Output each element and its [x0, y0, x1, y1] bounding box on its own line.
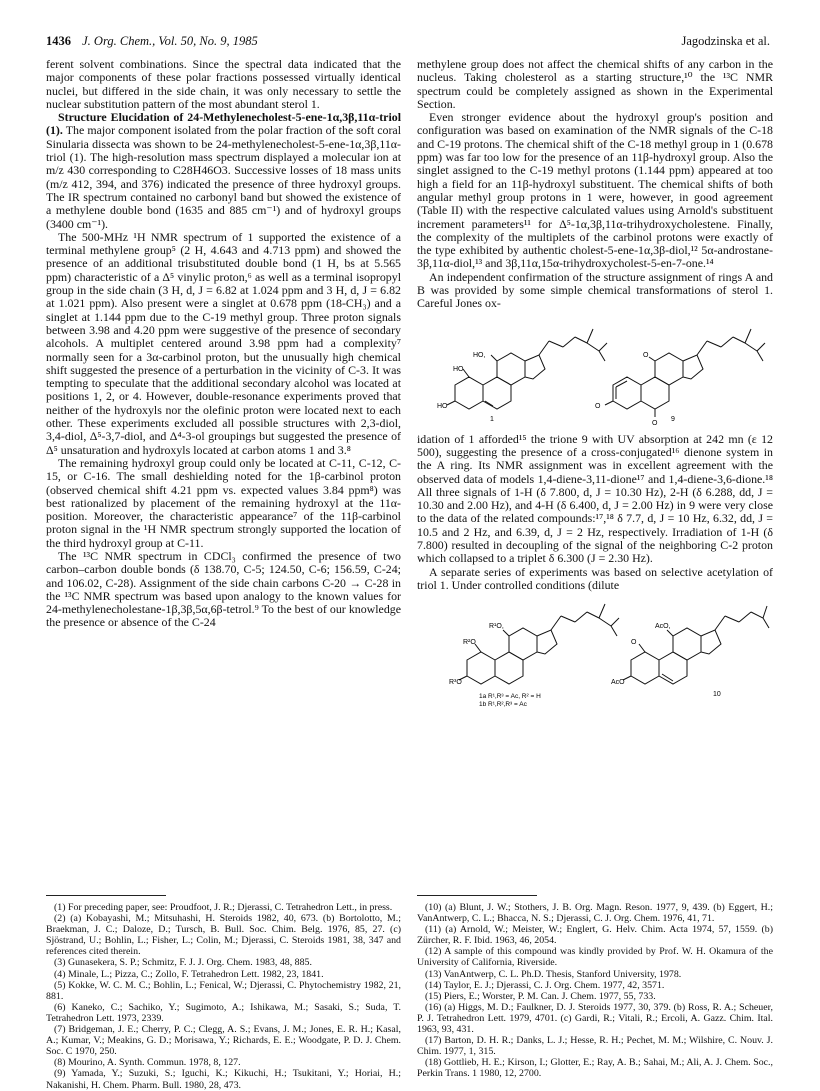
svg-text:AcO: AcO: [611, 679, 625, 687]
reference: (4) Minale, L.; Pizza, C.; Zollo, F. Tetrahedron Lett. 1982, 23, 1841.: [54, 968, 324, 980]
svg-text:R²O: R²O: [463, 639, 476, 647]
svg-text:R¹O,: R¹O,: [489, 623, 504, 631]
footnote-rule: [46, 895, 166, 896]
paragraph: A separate series of experiments was based on selective acetylation of triol 1. Under controlled conditions (dilute: [417, 564, 773, 592]
paragraph: The 500-MHz ¹H NMR spectrum of 1 supported the existence of a terminal methylene group⁵ (2 H, 4.643 and 4.713 ppm) and showed the presence of an additional trisubstituted double bond (1 H, bs at 5.565 ppm) characteristic of a Δ⁵ vinylic proton,⁶ as well as a terminal isopropyl group in the side chain (3 H, d, J = 6.82 at 1.024 ppm and 3 H, d, J = 6.82 at 1.021 ppm). Also present were a singlet at 0.678 ppm (18-CH₃) and a singlet at 1.144 ppm due to the C-19 methyl group. Three proton signals between 3.98 and 4.20 ppm were suggestive of the presence of secondary alcohols. A multiplet centered around 3.98 ppm had a complexity⁷ normally seen for a 3α-carbinol proton, but the unusually high chemical shift suggested the presence of a perturbation in the vicinity of C-3. It was tempting to speculate that the additional secondary alcohol was located at positions 1, 2, or 4. However, double-resonance experiments proved that neither of the hydroxyls nor the olefinic proton were located next to each other. These experiments excluded all possible structures with 2,3-diol, 3,4-diol, Δ⁵-3,7-diol, and Δ⁴-3-ol groupings but suggested the presence of Δ⁵ unsaturation and hydroxyls located at carbon atoms 1 and 3.⁸: [46, 229, 401, 457]
author-running-head: Jagodzinska et al.: [681, 34, 770, 48]
reference: (13) VanAntwerp, C. L. Ph.D. Thesis, Stanford University, 1978.: [425, 968, 682, 980]
references-right: [417, 902, 773, 1080]
svg-text:HO: HO: [453, 365, 464, 373]
reference: (16) (a) Higgs, M. D.; Faulkner, D. J. Steroids 1977, 30, 379. (b) Ross, R. A.; Scheuer, P. J. Tetrahedron Lett. 1979, 4701. (c) Gardi, R.; Vitali, R.; Ercoli, A. Gazz. Chim. Ital. 1963, 93, 431.: [417, 1001, 773, 1036]
svg-text:O: O: [643, 351, 649, 359]
footnote-rule: [417, 895, 537, 896]
compound-caption-1a: 1a R¹,R³ = Ac, R² = H: [479, 693, 541, 701]
reference: (7) Bridgeman, J. E.; Cherry, P. C.; Clegg, A. S.; Evans, J. M.; Jones, E. R. H.; Kasal, A.; Kumar, V.; Meakins, G. D.; Morisawa, Y.; Richards, E. E.; Woodgate, P. D. J. Chem. Soc. C 1970, 250.: [46, 1024, 401, 1058]
svg-text:R³O: R³O: [449, 679, 462, 687]
steroid-structures-1a-1b-10: [417, 598, 773, 710]
paragraph: The ¹³C NMR spectrum in CDCl₃ confirmed the presence of two carbon–carbon double bonds (δ 138.70, C-5; 124.50, C-6; 156.59, C-24; and 106.02, C-28). Assignment of the side chain carbons C-20 → C-28 in the ¹³C NMR spectrum was based upon analogy to the known values for 24-methylenecholestane-1β,3β,5α,6β-tetrol.⁹ To the best of our knowledge the presence or absence of the C-24: [46, 548, 401, 630]
paragraph: ferent solvent combinations. Since the spectral data indicated that the major components of these polar fractions possessed virtually identical nuclei, but differed in the side chain, it was only necessary to settle the nuclear substitution pattern of the most abundant sterol 1.: [46, 57, 401, 111]
page-header: [46, 34, 770, 50]
svg-text:O: O: [595, 402, 601, 410]
compound-caption-1b: 1b R¹,R²,R³ = Ac: [479, 701, 527, 709]
svg-text:O: O: [631, 639, 637, 647]
paragraph: methylene group does not affect the chemical shifts of any carbon in the nucleus. Taking cholesterol as a starting structure,¹⁰ the ¹³C NMR spectrum could be completely assigned as shown in the Experimental Section.: [417, 57, 773, 111]
reference: (3) Gunasekera, S. P.; Schmitz, F. J. J. Org. Chem. 1983, 48, 885.: [54, 957, 312, 969]
svg-text:HO,: HO,: [473, 351, 486, 359]
reference: (10) (a) Blunt, J. W.; Stothers, J. B. Org. Magn. Reson. 1977, 9, 439. (b) Eggert, H.; VanAntwerp, C. L.; Bhacca, N. S.; Djerassi, C. J. Org. Chem. 1976, 41, 71.: [417, 902, 773, 925]
left-column: [46, 58, 401, 630]
steroid-structures-1-and-9: [417, 317, 773, 425]
right-column: [417, 58, 773, 718]
reference: (14) Taylor, E. J.; Djerassi, C. J. Org. Chem. 1977, 42, 3571.: [425, 979, 665, 991]
reference: (18) Gottlieb, H. E.; Kirson, I.; Glotter, E.; Ray, A. B.; Sahai, M.; Ali, A. J. Chem. Soc., Perkin Trans. 1 1980, 12, 2700.: [417, 1057, 773, 1080]
reference: (1) For preceding paper, see: Proudfoot, J. R.; Djerassi, C. Tetrahedron Lett., in press.: [54, 902, 393, 913]
svg-text:AcO,: AcO,: [655, 623, 671, 631]
running-head: [46, 34, 258, 49]
reference: (15) Piers, E.; Worster, P. M. Can. J. Chem. 1977, 55, 733.: [425, 990, 656, 1002]
paragraph: idation of 1 afforded¹⁵ the trione 9 with UV absorption at 242 mn (ε 12 500), suggesting the presence of a cross-conjugated¹⁶ dienone system in the A ring. Its NMR assignment was in excellent agreement with the observed data of models 1,4-diene-3,11-dione¹⁷ and 1,4-diene-3,6-dione.¹⁸ All three signals of 1-H (δ 7.800, d, J = 10.30 Hz), 2-H (δ 6.288, dd, J = 10.30 and 2.00 Hz), and 4-H (δ 6.400, d, J = 2.00 Hz) in 9 were very close to the data of the related compounds:¹⁷,¹⁸ δ 7.7, d, J = 10 Hz, 6.32, dd, J = 10.5 and 2 Hz, and 6.39, d, J = 2 Hz, respectively. Irradiation of 1-H (δ 7.800) resulted in decoupling of the signal of the neighboring C-2 proton which collapsed to a triplet δ 6.300 (J = 2.30 Hz).: [417, 431, 773, 566]
reference: (2) (a) Kobayashi, M.; Mitsuhashi, H. Steroids 1982, 40, 673. (b) Bortolotto, M.; Braekman, J. C.; Daloze, D.; Tursch, B. Bull. Soc. Chim. Belg. 1976, 85, 27. (c) Sjöstrand, U.; Bohlin, L.; Fisher, L.; Colin, M.; Djerassi, C. Steroids 1981, 38, 347 and references cited therein.: [46, 913, 401, 958]
paragraph-structure-elucidation: [46, 111, 401, 231]
reference: (11) (a) Arnold, W.; Meister, W.; Englert, G. Helv. Chim. Acta 1974, 57, 1559. (b) Zürcher, R. F. Ibid. 1963, 46, 2054.: [417, 924, 773, 947]
reference: (12) A sample of this compound was kindly provided by Prof. W. H. Okamura of the University of California, Riverside.: [417, 946, 773, 969]
page-number: 1436: [46, 34, 71, 48]
reference: (5) Kokke, W. C. M. C.; Bohlin, L.; Fenical, W.; Djerassi, C. Phytochemistry 1982, 21, 881.: [46, 979, 401, 1002]
reference: (9) Yamada, Y.; Suzuki, S.; Iguchi, K.; Kikuchi, H.; Tsukitani, Y.; Horiai, H.; Nakanishi, H. Chem. Pharm. Bull. 1980, 28, 473.: [46, 1068, 401, 1091]
paragraph-text: The major component isolated from the polar fraction of the soft coral Sinularia dissecta was shown to be 24-methylenecholest-5-ene-1α,3β,11α-triol (1). The high-resolution mass spectrum displayed a molecular ion at m/z 430 corresponding to C28H46O3. Successive losses of 18 mass units (m/z 412, 394, and 376) indicated the presence of three hydroxyl groups. The IR spectrum contained no carbonyl band but showed the existence of a methylene double bond (1635 and 885 cm⁻¹) and of hydroxyl groups (3400 cm⁻¹).: [46, 123, 401, 231]
section-heading: Structure Elucidation of 24-Methylenecholest-5-ene-1α,3β,11α-triol (1).: [46, 110, 401, 138]
structure-figure-1a-10: [417, 598, 773, 710]
svg-text:O: O: [652, 419, 658, 425]
paragraph: The remaining hydroxyl group could only be located at C-11, C-12, C-15, or C-16. The small deshielding noted for the 1β-carbinol proton (observed chemical shift 4.21 ppm vs. expected values 3.84 ppm⁸) was best rationalized by placement of the remaining hydroxyl at the 11α-position. Moreover, the characteristic appearance⁷ of the 11β-carbinol proton signal in the ¹H NMR spectrum strongly supported the location of the third hydroxyl group at C-11.: [46, 455, 401, 550]
reference: (6) Kaneko, C.; Sachiko, Y.; Sugimoto, A.; Ishikawa, M.; Sasaki, S.; Suda, T. Tetrahedron Lett. 1973, 2339.: [46, 1001, 401, 1024]
structure-figure-1-9: [417, 317, 773, 425]
reference: (8) Mourino, A. Synth. Commun. 1978, 8, 127.: [54, 1057, 241, 1069]
references-left: [46, 902, 401, 1091]
svg-text:HO: HO: [437, 402, 448, 410]
reference: (17) Barton, D. H. R.; Danks, L. J.; Hesse, R. H.; Pechet, M. M.; Wilshire, C. Nouv. J. Chim. 1977, 1, 315.: [417, 1035, 773, 1058]
compound-label-10: 10: [713, 691, 721, 699]
compound-label-1: 1: [490, 415, 494, 423]
journal-citation: J. Org. Chem., Vol. 50, No. 9, 1985: [82, 34, 258, 48]
compound-label-9: 9: [671, 415, 675, 423]
paragraph: Even stronger evidence about the hydroxyl group's position and configuration was based on examination of the NMR signals of the C-18 and C-19 protons. The chemical shift of the C-18 methyl group in 1 (0.678 ppm) was far too low for the presence of an 11β-hydroxyl group. Also the singlet assigned to the C-19 methyl protons (1.144 ppm) appeared at too high a field for an 11β-hydroxyl substituent. The chemical shifts of both angular methyl group protons in 1 were, however, in good agreement (Table II) with the respective calculated values using Arnold's substituent increment parameters¹¹ for Δ⁵-1α,3β,11α-trihydroxycholestene. Finally, the complexity of the multiplets of the carbinol protons were exactly of the type exhibited by authentic cholest-5-ene-1α,3β-diol,¹² 5α-androstane-3β,11α-diol,¹³ and 3β,11α,15α-trihydroxycholest-5-en-7-one.¹⁴: [417, 110, 773, 271]
paragraph: An independent confirmation of the structure assignment of rings A and B was provided by some simple chemical transformations of sterol 1. Careful Jones ox-: [417, 269, 773, 311]
